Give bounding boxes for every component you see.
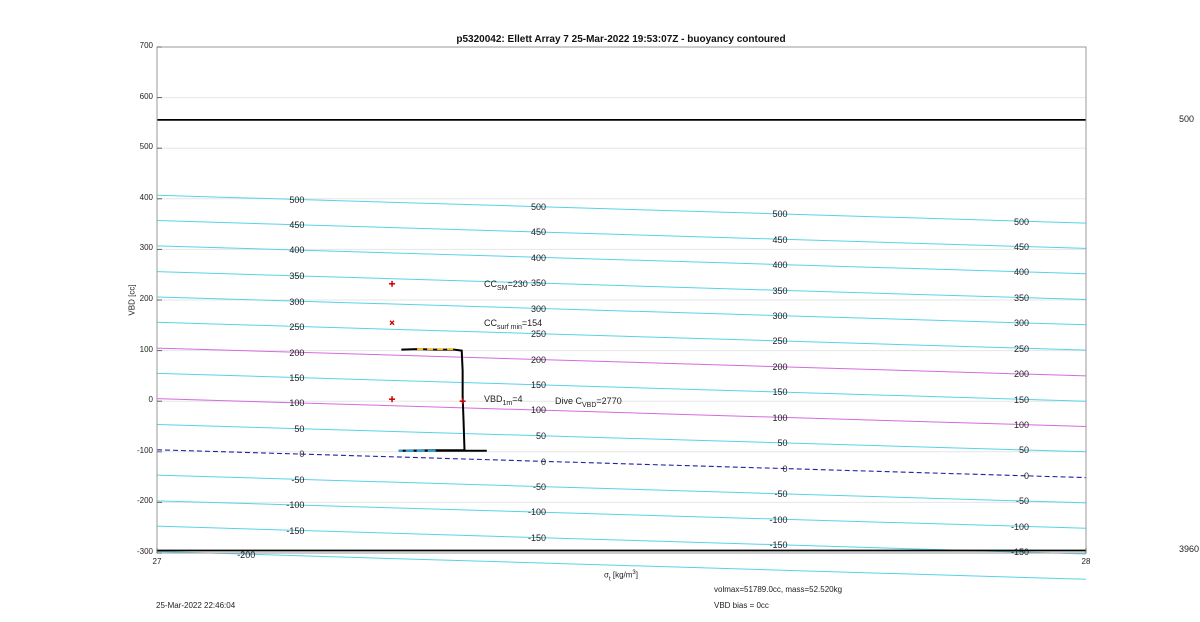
depth-line-label: 3960 <box>1179 544 1200 555</box>
annotation-dive-c-base: Dive C <box>555 396 583 406</box>
y-tick-label: -200 <box>136 496 153 506</box>
x-axis-label-units-sup: 3 <box>632 570 636 576</box>
contour-label: 150 <box>1014 394 1030 405</box>
footer-vbd-bias: VBD bias = 0cc <box>714 601 769 610</box>
contour-label: -150 <box>527 532 546 543</box>
y-axis-label: VBD [cc] <box>127 284 137 316</box>
y-tick-label: 500 <box>139 142 153 152</box>
contour-label: 50 <box>535 431 546 442</box>
contour-label: 200 <box>1014 369 1030 380</box>
contour-label: 0 <box>1024 471 1030 482</box>
chart-title: p5320042: Ellett Array 7 25-Mar-2022 19:53:07Z - buoyancy contoured <box>456 34 786 45</box>
contour-label: 300 <box>530 303 546 314</box>
contour-label: 350 <box>1014 292 1030 303</box>
contour-label: 100 <box>772 412 788 423</box>
markers <box>389 281 466 404</box>
annotation-dive-c-vbd <box>555 396 622 409</box>
footer-timestamp: 25-Mar-2022 22:46:04 <box>156 601 236 610</box>
depth-line-label: 500 <box>1179 113 1195 124</box>
contour-label: 150 <box>530 380 546 391</box>
contour-label: -50 <box>774 489 788 500</box>
x-axis-label-units: [kg/m <box>612 570 633 580</box>
annotation-cc-surf-sub: surf min <box>497 323 522 331</box>
x-axis-label <box>604 570 638 582</box>
contour-label: 50 <box>294 423 305 434</box>
contour-label: 500 <box>1014 216 1030 227</box>
contour-label: -50 <box>532 481 546 492</box>
contour-label: 200 <box>289 347 305 358</box>
annotation-dive-c-sub: VBD <box>582 401 597 409</box>
depth-lines <box>157 120 1086 551</box>
data-marker <box>390 321 394 325</box>
contour-label: -200 <box>237 549 256 560</box>
annotation-vbd-1m <box>484 394 523 407</box>
contour-label: 0 <box>540 456 546 467</box>
contour-label: 0 <box>782 463 788 474</box>
contour-label: 250 <box>1014 343 1030 354</box>
dive-trace-line <box>399 349 487 451</box>
contour-label: 250 <box>530 329 546 340</box>
contour-label: -100 <box>1011 521 1030 532</box>
contour-label: 300 <box>289 296 305 307</box>
contour-label: -150 <box>769 540 788 551</box>
x-tick-label: 28 <box>1081 557 1091 566</box>
annotation-vbd-1m-value: =4 <box>512 394 523 404</box>
buoyancy-contour <box>157 450 1086 478</box>
data-marker <box>389 281 395 287</box>
contour-label: 350 <box>530 278 546 289</box>
contour-label: -100 <box>527 507 546 518</box>
y-tick-label: 600 <box>139 91 153 101</box>
contour-label: -50 <box>1016 496 1030 507</box>
y-tick-label: 200 <box>139 294 153 303</box>
contour-label: 400 <box>530 252 546 263</box>
y-tick-label: 400 <box>139 192 153 202</box>
contour-label: 300 <box>772 310 788 321</box>
contour-label: 500 <box>530 202 546 213</box>
contour-label: 350 <box>289 271 305 282</box>
contour-label: 450 <box>1014 241 1030 252</box>
x-axis-label-sub: t <box>608 576 611 583</box>
contour-label: 400 <box>772 259 788 270</box>
contour-label: 100 <box>530 405 546 416</box>
contour-label: -150 <box>286 525 305 536</box>
contour-label: 0 <box>299 449 305 460</box>
y-tick-label: 100 <box>139 344 153 354</box>
y-tick-label: -300 <box>136 547 153 556</box>
contour-label: 450 <box>530 227 546 238</box>
contour-label: 500 <box>772 209 788 220</box>
contour-label: 350 <box>772 285 788 296</box>
dive-trace <box>399 349 487 451</box>
data-marker <box>460 398 466 404</box>
contour-label: 400 <box>1014 267 1030 278</box>
contour-label: 250 <box>289 321 305 332</box>
annotation-cc-surf-min <box>484 318 542 331</box>
contour-label: 100 <box>289 398 305 409</box>
x-tick-label: 27 <box>152 557 162 566</box>
footer-volmax: volmax=51789.0cc, mass=52.520kg <box>714 585 843 594</box>
contour-label: 500 <box>289 194 305 205</box>
contour-label: 250 <box>772 336 788 347</box>
contour-label: 450 <box>772 234 788 245</box>
contour-label: 100 <box>1014 419 1030 430</box>
annotation-cc-surf-value: =154 <box>521 318 543 328</box>
x-axis-label-units-end: ] <box>635 570 638 580</box>
annotation-cc-sm <box>484 279 528 292</box>
contour-label: -100 <box>769 514 788 525</box>
contour-label: 400 <box>289 245 305 256</box>
y-tick-label: -100 <box>136 445 153 455</box>
y-tick-label: 0 <box>148 395 153 405</box>
contour-label: 150 <box>289 372 305 383</box>
contour-label: 200 <box>530 354 546 365</box>
annotation-cc-sm-sub: SM <box>497 284 508 292</box>
contour-label: 450 <box>289 220 305 231</box>
x-axis-label-symbol: σ <box>604 570 609 580</box>
y-tick-label: 700 <box>139 41 153 50</box>
contour-label: -150 <box>1011 547 1030 558</box>
contour-label: -50 <box>291 474 305 485</box>
annotation-cc-surf-base: CC <box>484 318 497 328</box>
y-tick-label: 300 <box>139 243 153 253</box>
annotation-vbd-1m-base: VBD <box>484 394 503 404</box>
annotation-cc-sm-base: CC <box>484 279 497 289</box>
contour-label: 200 <box>772 362 788 373</box>
contour-label: 50 <box>1019 445 1030 456</box>
contour-label: -100 <box>286 500 305 511</box>
contour-label: 300 <box>1014 318 1030 329</box>
annotation-cc-sm-value: =230 <box>507 279 528 289</box>
annotation-vbd-1m-sub: 1m <box>502 399 513 407</box>
contour-label: 150 <box>772 387 788 398</box>
annotation-dive-c-value: =2770 <box>596 396 622 406</box>
contour-label: 50 <box>777 438 788 449</box>
